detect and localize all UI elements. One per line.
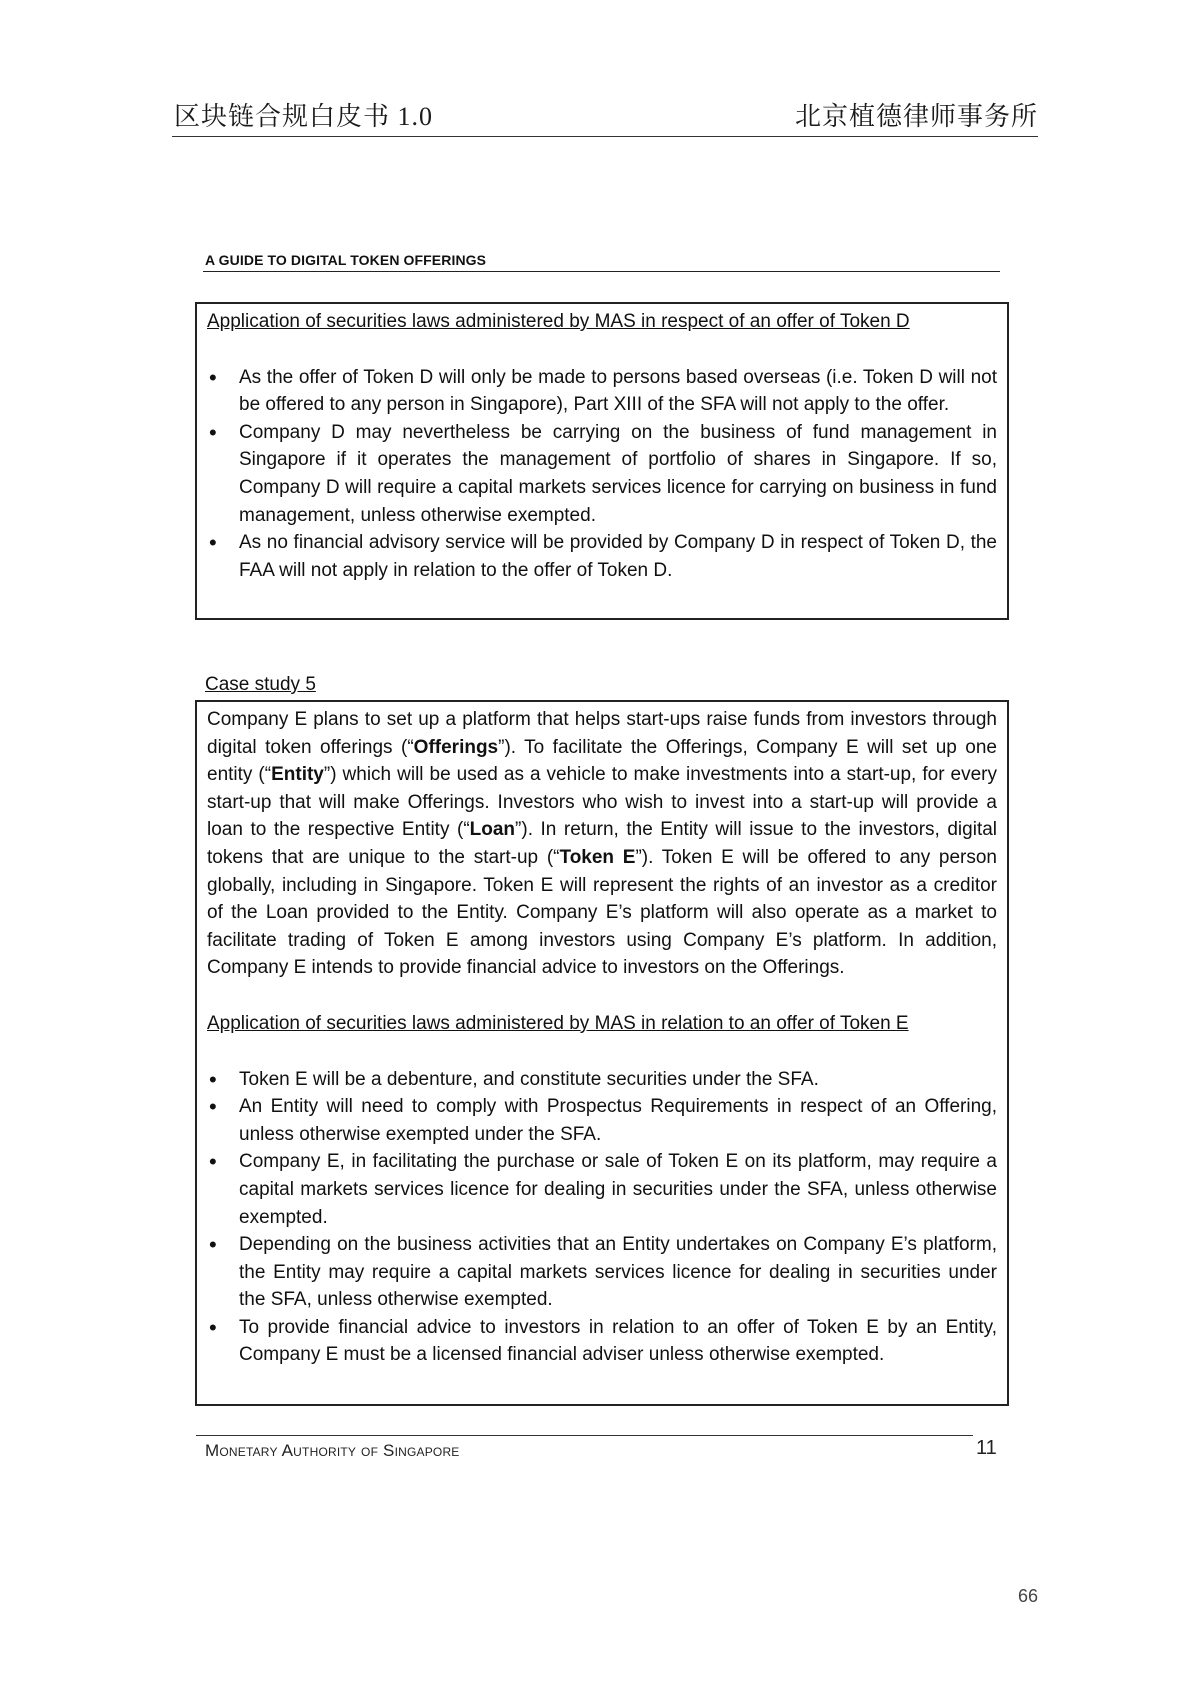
guide-heading: A GUIDE TO DIGITAL TOKEN OFFERINGS [205, 252, 487, 268]
term-token-e: Token E [559, 846, 636, 868]
list-item: • Depending on the business activities that an Entity undertakes on Company E’s platform, the Entity may require a capital markets services licence for dealing in securities under the SFA, unless otherwise exempted. [207, 1231, 997, 1314]
header-right-firm: 北京植德律师事务所 [794, 102, 1038, 131]
case-study-box [195, 700, 1009, 1406]
term-loan: Loan [469, 819, 516, 841]
token-d-bullets [207, 364, 997, 585]
term-entity: Entity [271, 764, 324, 786]
term-offerings: Offerings [413, 736, 499, 758]
header-left-title: 区块链合规白皮书 1.0 [174, 102, 434, 131]
footer-rule [196, 1435, 973, 1436]
list-item: • As the offer of Token D will only be made to persons based overseas (i.e. Token D will not be offered to any person in Singapore), Part XIII of the SFA will not apply to the offer. [207, 364, 997, 419]
header-rule [172, 136, 1038, 137]
list-item: • Token E will be a debenture, and constitute securities under the SFA. [207, 1066, 997, 1094]
list-item: • Company D may nevertheless be carrying on the business of fund management in Singapore if it operates the management of portfolio of shares in Singapore. If so, Company D will require a capital markets services licence for carrying on business in fund management, unless otherwise exempted. [207, 419, 997, 529]
token-d-box [195, 302, 1009, 620]
list-item: • As no financial advisory service will be provided by Company D in respect of Token D, the FAA will not apply in relation to the offer of Token D. [207, 529, 997, 584]
list-item: • An Entity will need to comply with Prospectus Requirements in respect of an Offering, unless otherwise exempted under the SFA. [207, 1093, 997, 1148]
case-study-paragraph: Company E plans to set up a platform that helps start-ups raise funds from investors through digital token offerings (“Offerings”). To facilitate the Offerings, Company E will set up one entity (“Entity”) which will be used as a vehicle to make investments into a start-up, for every start-up that will make Offerings. Investors who wish to invest into a start-up will provide a loan to the respective Entity (“Loan”). In return, the Entity will issue to the investors, digital tokens that are unique to the start-up (“Token E”). Token E will be offered to any person globally, including in Singapore. Token E will represent the rights of an investor as a creditor of the Loan provided to the Entity. Company E’s platform will also operate as a market to facilitate trading of Token E among investors using Company E’s platform. In addition, Company E intends to provide financial advice to investors on the Offerings. [207, 709, 998, 979]
page-number: 66 [1017, 1586, 1038, 1606]
footer-inner-page: 11 [976, 1437, 997, 1459]
list-item: • To provide financial advice to investors in relation to an offer of Token E by an Entity, Company E must be a licensed financial adviser unless otherwise exempted. [207, 1314, 997, 1369]
token-e-bullets [207, 1066, 997, 1370]
token-d-title: Application of securities laws administered by MAS in respect of an offer of Token D [207, 311, 910, 332]
footer-org: Monetary Authority of Singapore [205, 1441, 460, 1460]
case-study-title: Case study 5 [205, 674, 316, 695]
token-e-title: Application of securities laws administered by MAS in relation to an offer of Token E [207, 1012, 909, 1034]
guide-rule [203, 271, 1000, 272]
list-item: • Company E, in facilitating the purchase or sale of Token E on its platform, may require a capital markets services licence for dealing in securities under the SFA, unless otherwise exempted. [207, 1148, 997, 1231]
